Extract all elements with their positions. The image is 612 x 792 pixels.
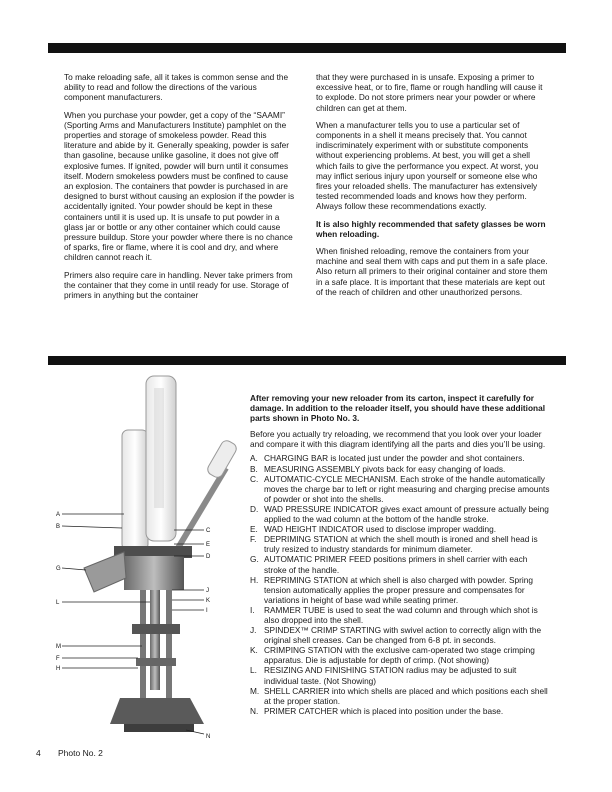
list-item: H. REPRIMING STATION at which shell is also charged with powder. Spring tension automatically applies the proper pressure and compensates for variations in height of base wad while seating primer. [250, 574, 533, 605]
label-g: G [56, 566, 61, 572]
photo-caption: Photo No. 2 [58, 748, 103, 758]
label-l: L [56, 600, 60, 606]
primer-feed [84, 552, 126, 592]
list-item: K. CRIMPING STATION with the exclusive cam-operated two stage crimping apparatus. Die is adjustable for depth of crimp. (Not showing) [250, 645, 535, 666]
list-item: L. RESIZING AND FINISHING STATION radius may be adjusted to suit individual taste. (Not Showing) [250, 665, 517, 686]
label-b: B [56, 524, 61, 530]
list-item: M. SHELL CARRIER into which shells are placed and which positions each shell at the proper station. [250, 685, 548, 706]
section-rule [48, 356, 566, 365]
list-item: I. RAMMER TUBE is used to seat the wad column and through which shot is also dropped into the shell. [250, 604, 538, 625]
label-i: I [206, 608, 208, 614]
primer-catcher [124, 724, 194, 732]
parts-list [250, 453, 550, 715]
reloader-photo [54, 368, 240, 740]
powder-container [122, 430, 148, 550]
paragraph: When a manufacturer tells you to use a particular set of components in a shell it means precisely that. You cannot indiscriminately experiment with or substitute components without experiencing problems. At best, you will get a shell which fails to give the performance you expect. At worst, you may inflict serious injury upon yourself or someone else who fires your reloaded shells. The manufacturer has extensively tested recommended loads and knows how they perform. Always follow these recommendations exactly. [316, 119, 539, 212]
label-f: F [56, 656, 60, 662]
base [110, 698, 204, 724]
safety-glasses-notice: It is also highly recommended that safety glasses be worn when reloading. [316, 218, 546, 239]
paragraph: When you purchase your powder, get a copy of the “SAAMI” (Sporting Arms and Manufacturers Institute) pamphlet on the properties and storage of smokeless powder. Read this literature and abide by it. Generally speaking, powder is safer than gasoline, because unlike gasoline, it does not give off explosive fumes. If ignited, powder will burn until it consumes itself. Modern smokeless powders must be confined to cause an explosion. The containers that powder is purchased in are designed to burst without causing an explosion if the powder is accidentally ignited. Your powder should be kept in these containers until it is used up. It is unsafe to put powder in a glass jar or bottle or any other container which could cause pressure buildup. Store your powder where there is no chance of sparks, fire or flame, where it is cool and dry, and where children cannot reach it. [64, 109, 295, 263]
label-k: K [206, 598, 211, 604]
parts-intro-bold: After removing your new reloader from its carton, inspect it carefully for damage. In addition to the reloader itself, you should have these additional parts shown in Photo No. 3. [250, 393, 546, 424]
label-h: H [56, 666, 61, 672]
handle-grip [206, 439, 239, 480]
label-n: N [206, 734, 211, 740]
paragraph: When finished reloading, remove the containers from your machine and seal them with caps and put them in a safe place. Also return all primers to their original container and store them in a safe place. It is important that these materials are kept out of the reach of children and other unauthorized persons. [316, 246, 548, 297]
rammer-tube [150, 590, 160, 690]
paragraph: Primers also require care in handling. Never take primers from the container that they come in until ready for use. Storage of primers in anything but the container [64, 269, 293, 301]
list-item: E. WAD HEIGHT INDICATOR used to disclose improper wadding. [250, 524, 497, 535]
paragraph: that they were purchased in is unsafe. Exposing a primer to excessive heat, or to fire, flame or rough handling will cause it to explode. Do not store primers near your powder or where children can get at them. [316, 72, 543, 113]
paragraph: To make reloading safe, all it takes is common sense and the ability to read and follow the directions of the various component manufacturers. [64, 72, 289, 103]
list-item: G. AUTOMATIC PRIMER FEED positions primers in shell carrier with each stroke of the handle. [250, 554, 528, 575]
list-item: F. DEPRIMING STATION at which the shell mouth is ironed and shell head is truly resized to industry standards for minimum diameter. [250, 534, 538, 555]
parts-intro: Before you actually try reloading, we recommend that you look over your loader and compare it with this diagram identifying all the parts and dies you’ll be using. [250, 429, 546, 450]
label-j: J [206, 588, 209, 594]
measuring-assembly [124, 556, 184, 590]
handle [172, 468, 226, 558]
list-item: C. AUTOMATIC-CYCLE MECHANISM. Each stroke of the handle automatically moves the charge bar to left or right measuring and charging precise amounts of powder or shot into the shells. [250, 473, 550, 504]
label-m: M [56, 644, 61, 650]
label-d: D [206, 554, 211, 560]
label-a: A [56, 512, 61, 518]
page-number: 4 [36, 748, 41, 758]
list-item: J. SPINDEX™ CRIMP STARTING with swivel action to correctly align with the original shell creases. Can be changed from 6-8 pt. in seconds. [250, 625, 542, 646]
list-item: D. WAD PRESSURE INDICATOR gives exact amount of pressure actually being applied to the wad column at the bottom of the handle stroke. [250, 503, 549, 525]
list-item: A. CHARGING BAR is located just under the powder and shot containers. [250, 453, 525, 464]
shell-carrier [132, 624, 180, 634]
list-item: N. PRIMER CATCHER which is placed into position under the base. [250, 705, 504, 716]
left-column [64, 72, 296, 307]
top-rule [48, 43, 566, 53]
parts-section [250, 393, 550, 716]
right-column [316, 72, 548, 304]
list-item: B. MEASURING ASSEMBLY pivots back for easy changing of loads. [250, 463, 506, 474]
label-c: C [206, 528, 211, 534]
label-e: E [206, 542, 211, 548]
